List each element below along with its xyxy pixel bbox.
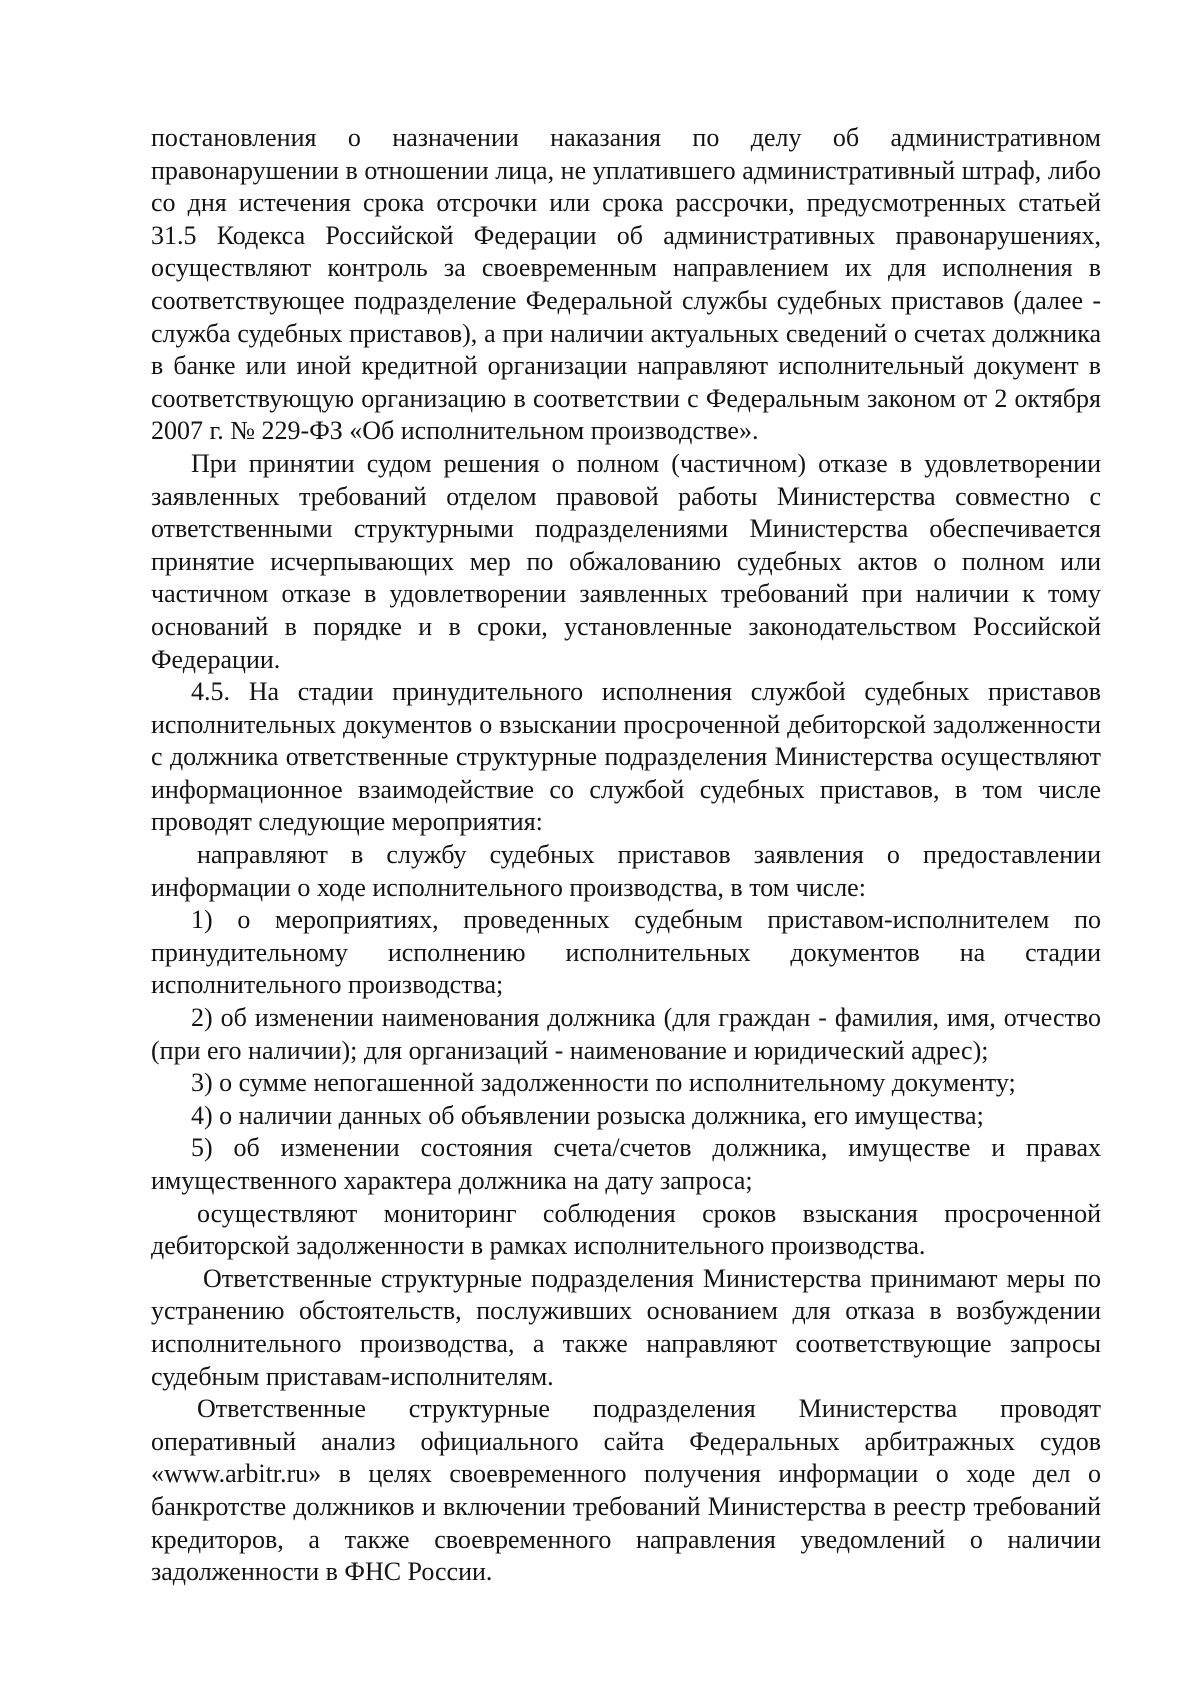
list-item-1: 1) о мероприятиях, проведенных судебным приставом-исполнителем по принудительному исполнению исполнительных документов на стадии исполнительного производства; [151, 905, 1101, 1000]
document-body [151, 122, 1101, 1589]
list-item-2: 2) об изменении наименования должника (для граждан - фамилия, имя, отчество (при его наличии); для организаций - наименование и юридический адрес); [151, 1003, 1101, 1065]
paragraph-information-requests: направляют в службу судебных приставов заявления о предоставлении информации о ходе исполнительного производства, в том числе: [151, 840, 1101, 902]
paragraph-remedial-measures: Ответственные структурные подразделения Министерства принимают меры по устранению обстоятельств, послуживших основанием для отказа в возбуждении исполнительного производства, а также направляют соответствующие запросы судебным приставам-исполнителям. [151, 1263, 1101, 1391]
paragraph-sentence-continuation: постановления о назначении наказания по делу об административном правонарушении в отношении лица, не уплатившего административный штраф, либо со дня истечения срока отсрочки или срока рассрочки, предусмотренных статьей 31.5 Кодекса Российской Федерации об административных правонарушениях, осуществляют контроль за своевременным направлением их для исполнения в соответствующее подразделение Федеральной службы судебных приставов (далее - служба судебных приставов), а при наличии актуальных сведений о счетах должника в банке или иной кредитной организации направляют исполнительный документ в соответствующую организацию в соответствии с Федеральным законом от 2 октября 2007 г. № 229-ФЗ «Об исполнительном производстве». [151, 123, 1101, 446]
list-item-4: 4) о наличии данных об объявлении розыска должника, его имущества; [191, 1100, 984, 1130]
paragraph-monitoring: осуществляют мониторинг соблюдения сроков взыскания просроченной дебиторской задолженности в рамках исполнительного производства. [151, 1198, 1101, 1261]
paragraph-court-refusal: При принятии судом решения о полном (частичном) отказе в удовлетворении заявленных требований отделом правовой работы Министерства совместно с ответственными структурными подразделениями Министерства обеспечивается принятие исчерпывающих мер по обжалованию судебных актов о полном или частичном отказе в удовлетворении заявленных требований при наличии к тому оснований в порядке и в сроки, установленные законодательством Российской Федерации. [151, 448, 1101, 674]
list-item-5: 5) об изменении состояния счета/счетов должника, имуществе и правах имущественного характера должника на дату запроса; [151, 1133, 1101, 1195]
list-item-3: 3) о сумме непогашенной задолженности по исполнительному документу; [191, 1068, 1016, 1098]
paragraph-arbitr-monitoring: Ответственные структурные подразделения Министерства проводят оперативный анализ официального сайта Федеральных арбитражных судов «www.arbitr.ru» в целях своевременного получения информации о ходе дел о банкротстве должников и включении требований Министерства в реестр требований кредиторов, а также своевременного направления уведомлений о наличии задолженности в ФНС России. [151, 1394, 1101, 1587]
paragraph-4-5: 4.5. На стадии принудительного исполнения службой судебных приставов исполнительных документов о взыскании просроченной дебиторской задолженности с должника ответственные структурные подразделения Министерства осуществляют информационное взаимодействие со службой судебных приставов, в том числе проводят следующие мероприятия: [151, 677, 1101, 837]
